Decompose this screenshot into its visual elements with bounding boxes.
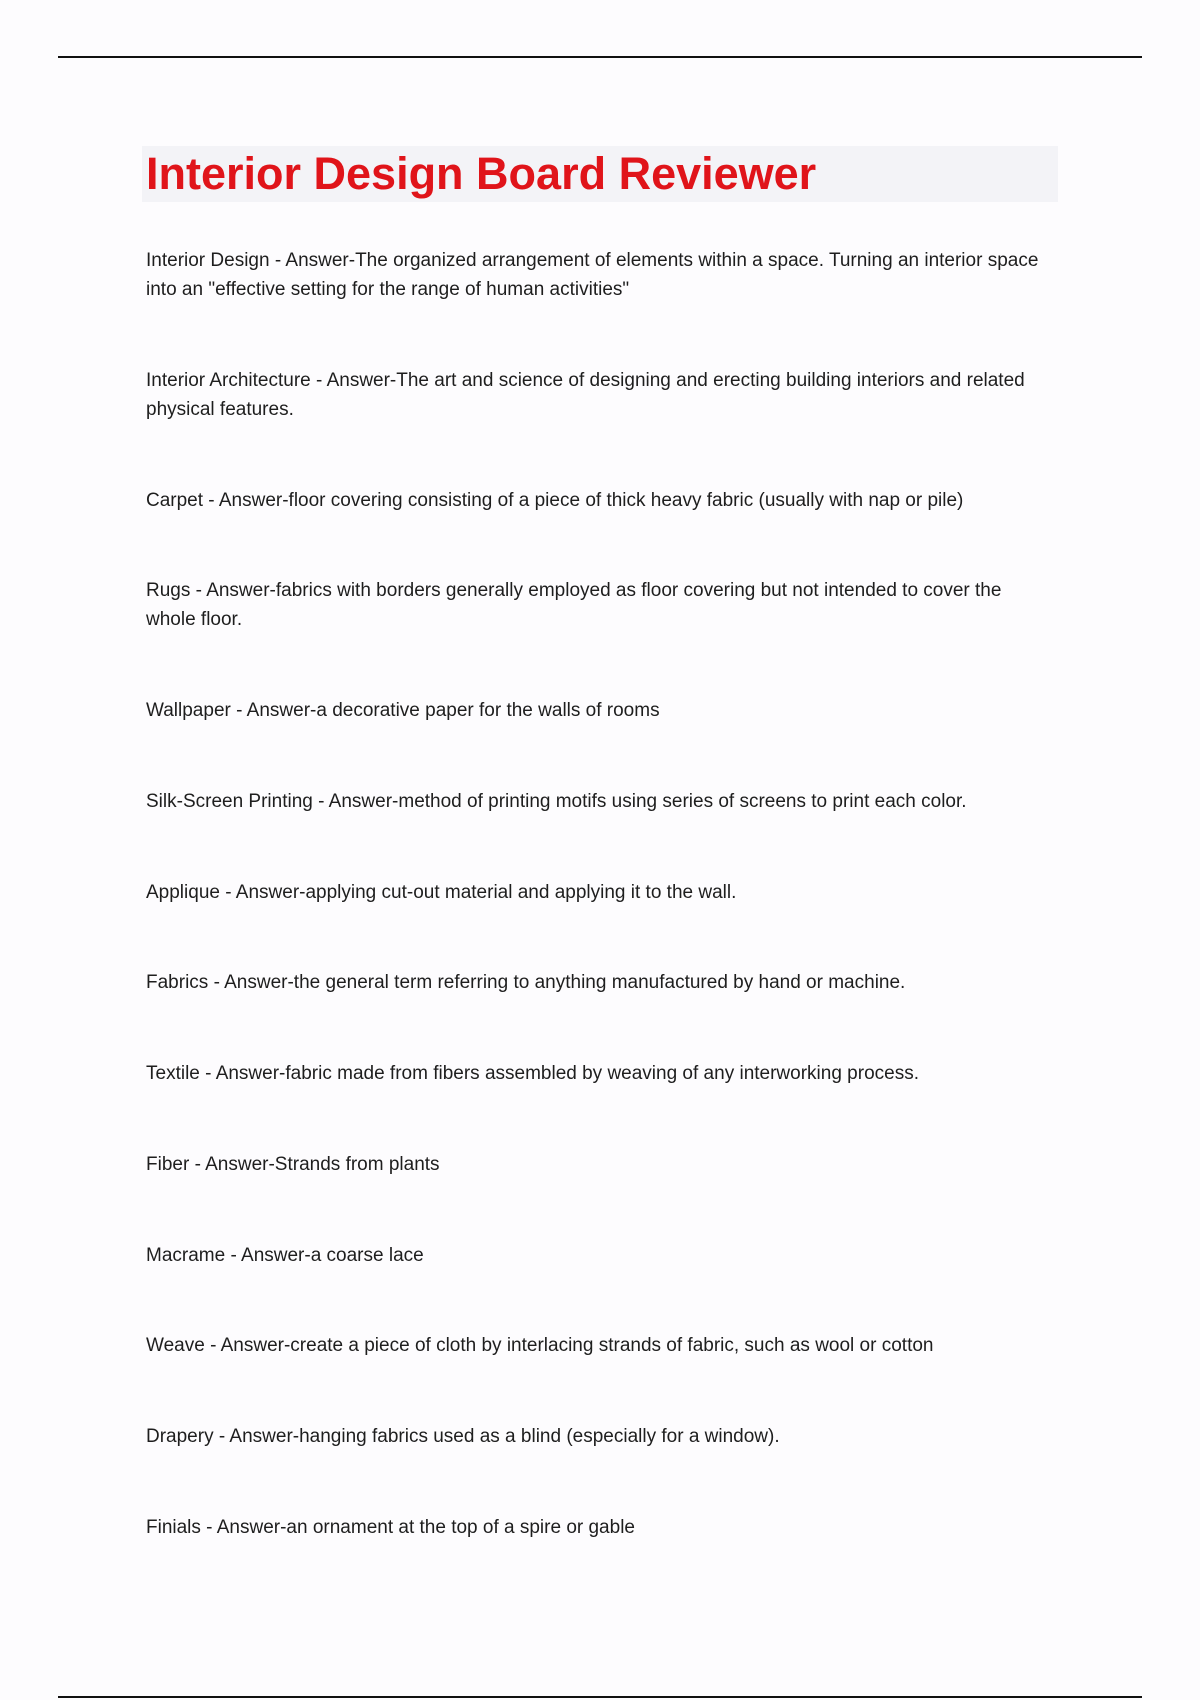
entry-finials: Finials - Answer-an ornament at the top of a spire or gable xyxy=(146,1517,635,1538)
entry-weave: Weave - Answer-create a piece of cloth by interlacing strands of fabric, such as wool or cotton xyxy=(146,1335,934,1356)
entry-applique: Applique - Answer-applying cut-out material and applying it to the wall. xyxy=(146,882,737,903)
entry-drapery: Drapery - Answer-hanging fabrics used as a blind (especially for a window). xyxy=(146,1426,780,1447)
bottom-divider xyxy=(58,1696,1142,1698)
entry-macrame: Macrame - Answer-a coarse lace xyxy=(146,1245,424,1266)
entry-interior-architecture: Interior Architecture - Answer-The art and science of designing and erecting building interiors and related physical features. xyxy=(146,370,1025,420)
top-divider xyxy=(58,56,1142,58)
entry-fabrics: Fabrics - Answer-the general term referring to anything manufactured by hand or machine. xyxy=(146,972,906,993)
page-title: Interior Design Board Reviewer xyxy=(146,148,817,199)
entry-textile: Textile - Answer-fabric made from fibers assembled by weaving of any interworking process. xyxy=(146,1063,919,1084)
entry-wallpaper: Wallpaper - Answer-a decorative paper for the walls of rooms xyxy=(146,700,660,721)
entry-interior-design: Interior Design - Answer-The organized arrangement of elements within a space. Turning an interior space into an "effective setting for the range of human activities" xyxy=(146,250,1039,300)
entry-silk-screen-printing: Silk-Screen Printing - Answer-method of printing motifs using series of screens to print each color. xyxy=(146,791,967,812)
entry-rugs: Rugs - Answer-fabrics with borders generally employed as floor covering but not intended to cover the whole floor. xyxy=(146,580,1002,630)
entry-fiber: Fiber - Answer-Strands from plants xyxy=(146,1154,440,1175)
entry-carpet: Carpet - Answer-floor covering consisting of a piece of thick heavy fabric (usually with nap or pile) xyxy=(146,490,964,511)
